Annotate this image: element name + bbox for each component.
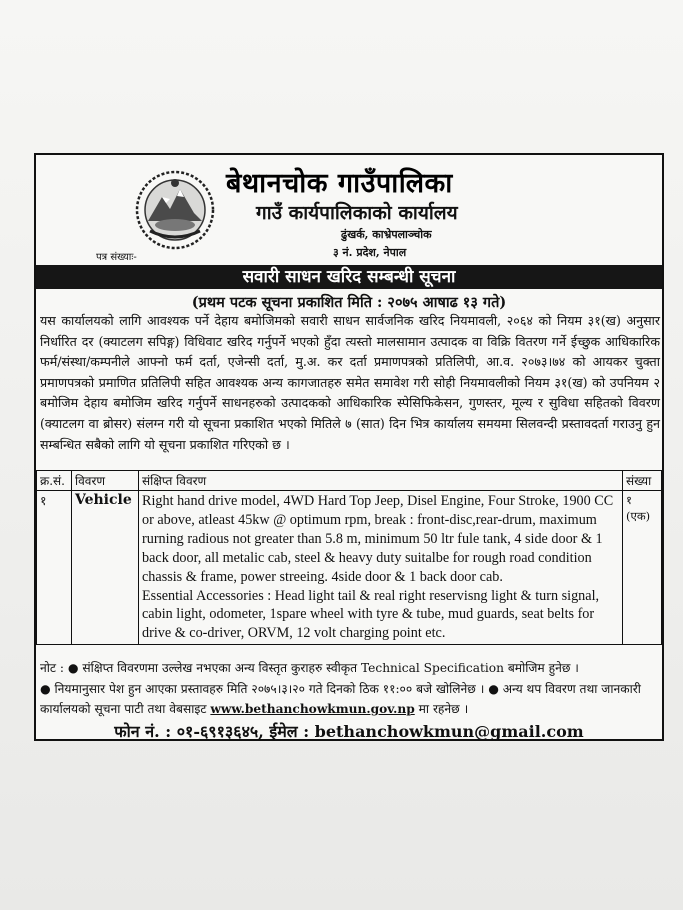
note-2-end: मा रहनेछ । (418, 702, 469, 716)
publish-date-line: (प्रथम पटक सूचना प्रकाशित मिति : २०७५ आषाढ १३ गते) (191, 294, 507, 311)
address-line-2: ३ नं. प्रदेश, नेपाल (333, 246, 407, 259)
quantity-words: (एक) (626, 509, 651, 523)
row-serial: १ (37, 491, 72, 645)
spec-main: Right hand drive model, 4WD Hard Top Jeep, Disel Engine, Four Stroke, 1900 CC or above, atleast 45kw @ optimum rpm, break : front-disc,rear-drum, maximum rurning radious not greater than 5.8 m, minimum 50 ltr fule tank, 4 side door & 1 back door, all metalic cab, steel & heavy duty suitalbe for rough road condition chassis & frame, power streeing. 4side door & 1 back door cab. (142, 493, 614, 585)
header-serial: क्र.सं. (37, 471, 72, 491)
reference-number: पत्र संख्याः- (96, 252, 137, 263)
notice-header (36, 155, 662, 263)
website-link[interactable]: www.bethanchowkmun.gov.np (210, 702, 415, 716)
header-quantity: संख्या (623, 471, 662, 491)
row-item-name: Vehicle (72, 491, 139, 645)
spec-accessories: Essential Accessories : Head light tail & real right reservisng light & turn signal, cabin light, odometer, 1spare wheel with tyre & tube, mud guards, seat belts for drive & co-driver, ORVM, 12 volt charging point etc. (142, 587, 600, 642)
municipality-name: बेथानचोक गाउँपालिका (226, 168, 453, 199)
notice-box (34, 153, 664, 741)
row-specification (139, 491, 623, 645)
quantity-number: १ (626, 493, 632, 507)
government-emblem-icon (134, 169, 216, 251)
notice-body-text: यस कार्यालयको लागि आवश्यक पर्ने देहाय बमोजिमको सवारी साधन सार्वजनिक खरिद नियमावली, २०६४ को नियम ३१(ख) अनुसार निर्धारित दर (क्याटलग सपिङ्ग) विधिवाट खरिद गर्नुपर्ने भएको हुँदा त्यस्तो मालसामान उत्पादक वा विक्रि वितरण गर्ने ईच्छुक आधिकारिक फर्म/संस्था/कम्पनीले आफ्नो फर्म दर्ता, एजेन्सी दर्ता, मु.अ. कर दर्ता प्रमाणपत्रको प्रतिलिपी, आ.व. २०७३।७४ को आयकर चुक्ता प्रमाणपत्रको प्रमाणित प्रतिलिपी सहित आवश्यक अन्य कागजातहरु समेत समावेश गरी सोही नियमावलीको नियम ३१(ख) को उपनियम २ बमोजिम देहाय बमोजिम खरिद गर्नुपर्ने साधनहरुको उत्पादकको आधिकारिक स्पेसिफिकेसन, गुणस्तर, मूल्य र सुविधा सहितको विवरण (क्याटलग वा ब्रोसर) संलग्न गरी यो सूचना प्रकाशित भएको मितिले ७ (सात) दिन भित्र कार्यालय समयमा सिलवन्दी प्रस्तावदर्ता गराउनु हुन सम्बन्धित सबैको लागि यो सूचना प्रकाशित गरिएको छ । (40, 313, 660, 452)
header-item: विवरण (72, 471, 139, 491)
notice-banner-title: सवारी साधन खरिद सम्बन्धी सूचना (36, 265, 662, 289)
note-1: ● संक्षिप्त विवरणमा उल्लेख नभएका अन्य विस्तृत कुराहरु स्वीकृत Technical Specification बमोजिम हुनेछ । (67, 661, 579, 675)
contact-line: फोन नं. : ०१-६९१३६४५, ईमेल : bethanchowkmun@gmail.com (114, 722, 584, 741)
row-quantity (623, 491, 662, 645)
items-table (36, 470, 662, 645)
office-name: गाउँ कार्यपालिकाको कार्यालय (256, 202, 458, 224)
address-line-1: ढुंखर्क, काभ्रेपलाञ्चोक (341, 228, 432, 241)
header-description: संक्षिप्त विवरण (139, 471, 623, 491)
table-header-row (37, 471, 662, 491)
notes-label: नोट : (40, 661, 65, 675)
table-row (37, 491, 662, 645)
notes-section (40, 658, 662, 720)
note-2: ● नियमानुसार पेश हुन आएका प्रस्तावहरु मिति २०७५।३।२० गते दिनको ठिक ११:०० बजे खोलिनेछ । ● अन्य थप विवरण तथा जानकारी कार्यालयको सूचना पाटी तथा वेबसाइट (40, 681, 641, 716)
